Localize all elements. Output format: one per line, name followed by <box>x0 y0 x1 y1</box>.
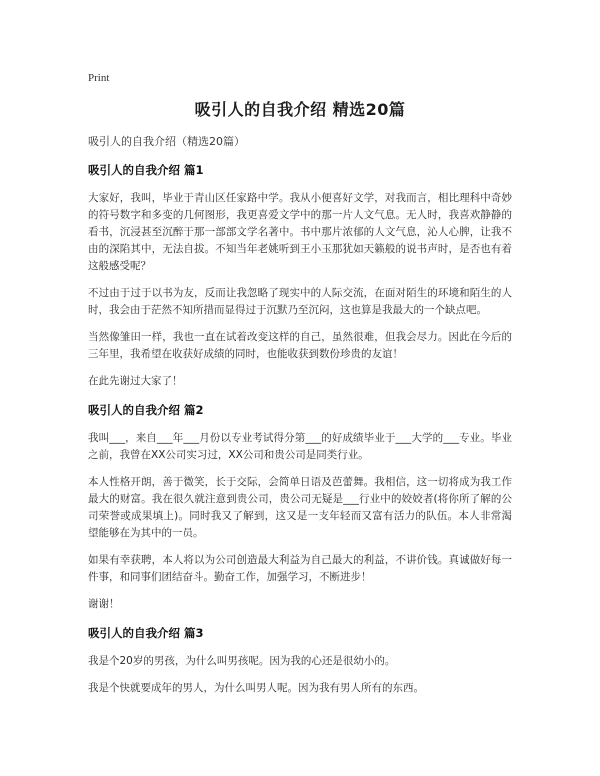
section-3-paragraph: 我是个快就要成年的男人，为什么叫男人呢。因为我有男人所有的东西。 <box>88 682 424 694</box>
section-heading-2: 吸引人的自我介绍 篇2 <box>88 403 204 417</box>
section-2-paragraph: 谢谢！ <box>88 598 120 610</box>
section-2-paragraph: 如果有幸获聘，本人将以为公司创造最大利益为自己最大的利益，不讲价钱。真诚做好每一件事，和同事们团结奋斗。勤奋工作，加强学习，不断进步！ <box>88 554 512 583</box>
section-heading-3: 吸引人的自我介绍 篇3 <box>88 626 204 640</box>
section-heading-1: 吸引人的自我介绍 篇1 <box>88 163 204 177</box>
page-title: 吸引人的自我介绍 精选20篇 <box>194 100 406 119</box>
section-1-paragraph: 在此先谢过大家了！ <box>88 375 183 387</box>
print-label[interactable]: Print <box>88 72 110 84</box>
article-body <box>88 162 512 707</box>
section-1-paragraph: 大家好，我叫，毕业于青山区任家路中学。我从小便喜好文学，对我而言，相比理科中奇妙的符号数字和多变的几何图形，我更喜爱文学中的那一片人文气息。无人时，我喜欢静静的看书，沉浸甚至沉醉于那一部部文学名著中。书中那片浓郁的人文气息，沁人心脾，让我不由的深陷其中，无法自拔。不知当年老姚听到王小玉那犹如天籁般的说书声时，是否也有着这般感受呢？ <box>88 192 512 272</box>
section-3-paragraph: 我是个20岁的男孩，为什么叫男孩呢。因为我的心还是很幼小的。 <box>88 655 396 667</box>
section-1-paragraph: 不过由于过于以书为友，反而让我忽略了现实中的人际交流，在面对陌生的环境和陌生的人时，我会由于茫然不知所措而显得过于沉默乃至沉闷，这也算是我最大的一个缺点吧。 <box>88 287 512 316</box>
section-2-paragraph: 我叫___，来自___年___月份以专业考试得分第___的好成绩毕业于___大学的___专业。毕业之前，我曾在XX公司实习过，XX公司和贵公司是同类行业。 <box>88 432 512 461</box>
section-2-paragraph: 本人性格开朗，善于微笑，长于交际，会简单日语及芭蕾舞。我相信，这一切将成为我工作最大的财富。我在很久就注意到贵公司，贵公司无疑是___行业中的姣姣者(将你所了解的公司荣誉或成果填上)。同时我又了解到，这又是一支年轻而又富有活力的队伍。本人非常渴望能够在为其中的一员。 <box>88 476 512 539</box>
section-1-paragraph: 当然像雏田一样，我也一直在试着改变这样的自己，虽然很难，但我会尽力。因此在今后的三年里，我希望在收获好成绩的同时，也能收获到数份珍贵的友谊！ <box>88 331 512 360</box>
page-subtitle: 吸引人的自我介绍（精选20篇） <box>88 135 245 148</box>
